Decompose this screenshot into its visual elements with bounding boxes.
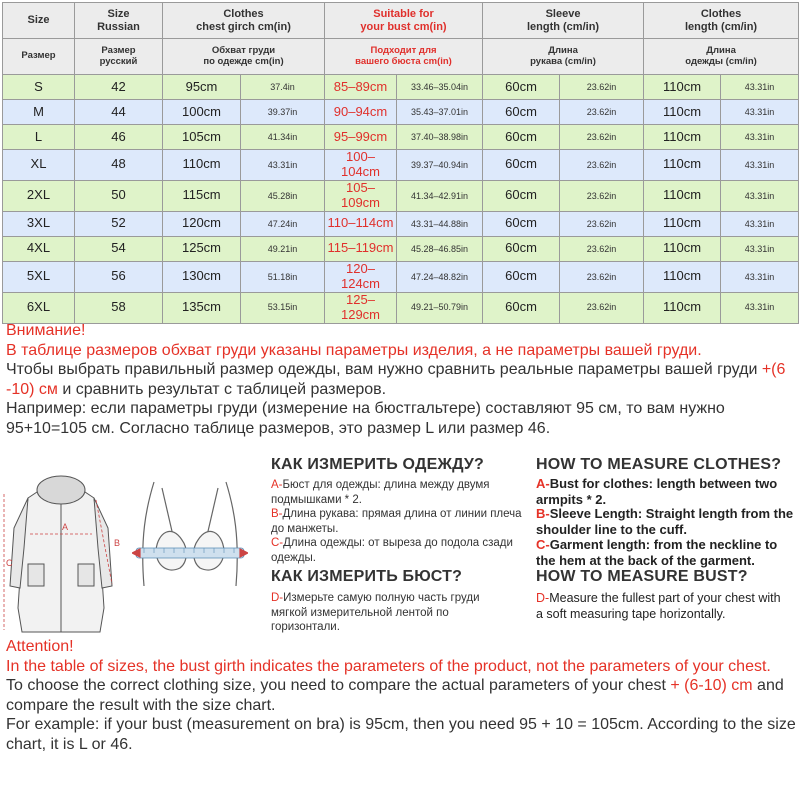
ru-notice-line2 (6, 360, 796, 399)
cell-sleeve-cm: 60cm (483, 236, 560, 261)
cell-sleeve-in: 23.62in (560, 100, 644, 125)
cell-length-cm: 110cm (644, 292, 721, 323)
size-row (3, 180, 799, 211)
cell-chest-in: 39.37in (241, 100, 325, 125)
cell-bust-cm: 115–119cm (325, 236, 397, 261)
cell-chest-in: 37.4in (241, 75, 325, 100)
cell-size: 2XL (3, 180, 75, 211)
cell-sleeve-in: 23.62in (560, 292, 644, 323)
size-row (3, 125, 799, 150)
cell-bust-in: 43.31–44.88in (397, 211, 483, 236)
header-row-ru (3, 39, 799, 75)
diagram-label-a: A (62, 522, 69, 532)
cell-size: 4XL (3, 236, 75, 261)
en-notice-line3: For example: if your bust (measurement on bra) is 95cm, then you need 95 + 10 = 105cm. According to the size chart, it is L or 46. (6, 716, 796, 753)
cell-length-in: 43.31in (721, 211, 799, 236)
cell-bust-cm: 100–104cm (325, 150, 397, 181)
en-measure-clothes-title: HOW TO MEASURE CLOTHES? (536, 456, 782, 473)
cell-ru: 56 (75, 261, 163, 292)
en-measure-c (536, 537, 798, 568)
cell-sleeve-cm: 60cm (483, 292, 560, 323)
en-measure-a-letter: A- (536, 476, 550, 491)
en-measure-b (536, 506, 798, 537)
diagram-label-c: C (6, 558, 13, 568)
diagram-label-b: B (114, 538, 121, 548)
ru-notice (6, 321, 796, 438)
cell-bust-in: 47.24–48.82in (397, 261, 483, 292)
cell-ru: 48 (75, 150, 163, 181)
cell-sleeve-in: 23.62in (560, 150, 644, 181)
cell-chest-cm: 100cm (163, 100, 241, 125)
cell-size: L (3, 125, 75, 150)
cell-ru: 42 (75, 75, 163, 100)
en-measure-c-letter: C- (536, 537, 550, 552)
ru-measure-d-text: Измерьте самую полную часть груди мягкой измерительной лентой по горизонтали. (271, 592, 480, 633)
cell-length-cm: 110cm (644, 100, 721, 125)
en-measure-d-letter: D- (536, 591, 550, 605)
cell-bust-cm: 110–114cm (325, 211, 397, 236)
header-bust-ru: Подходит для вашего бюста cm(in) (325, 39, 483, 75)
ru-measure-d-letter: D- (271, 592, 284, 604)
ru-measure-d (271, 591, 501, 635)
torso-outline-icon (143, 482, 238, 586)
header-row-en (3, 3, 799, 39)
cell-bust-in: 37.40–38.98in (397, 125, 483, 150)
ru-measure-b-letter: B- (271, 508, 283, 520)
cell-chest-cm: 110cm (163, 150, 241, 181)
cell-sleeve-cm: 60cm (483, 180, 560, 211)
cell-chest-cm: 130cm (163, 261, 241, 292)
ru-measure-c-text: Длина одежды: от выреза до подола сзади одежды. (271, 537, 513, 564)
size-row (3, 211, 799, 236)
cell-chest-in: 47.24in (241, 211, 325, 236)
header-sleeve-ru: Длина рукава (cm/in) (483, 39, 644, 75)
size-row (3, 75, 799, 100)
cell-size: S (3, 75, 75, 100)
ru-notice-line2-b: и сравнить результат с таблицей размеров. (57, 380, 387, 398)
ru-measure-a-letter: A- (271, 479, 283, 491)
header-bust: Suitable for your bust cm(in) (325, 3, 483, 39)
cell-ru: 58 (75, 292, 163, 323)
cell-sleeve-in: 23.62in (560, 75, 644, 100)
cell-chest-cm: 105cm (163, 125, 241, 150)
cell-bust-in: 39.37–40.94in (397, 150, 483, 181)
cell-length-in: 43.31in (721, 180, 799, 211)
size-row (3, 150, 799, 181)
cell-chest-cm: 125cm (163, 236, 241, 261)
ru-measure-clothes-title: КАК ИЗМЕРИТЬ ОДЕЖДУ? (271, 456, 485, 473)
coat-diagram (0, 468, 130, 636)
header-size-russian: Size Russian (75, 3, 163, 39)
en-measure-a-text: Bust for clothes: length between two armpits * 2. (536, 476, 778, 507)
en-measure-a (536, 476, 798, 507)
cell-length-cm: 110cm (644, 211, 721, 236)
fur-hood-icon (37, 476, 85, 504)
cell-size: 3XL (3, 211, 75, 236)
cell-bust-cm: 120–124cm (325, 261, 397, 292)
measure-section (0, 448, 800, 638)
cell-bust-in: 33.46–35.04in (397, 75, 483, 100)
cell-length-in: 43.31in (721, 125, 799, 150)
cell-length-in: 43.31in (721, 75, 799, 100)
ru-notice-line2-red: +(6 -10) см (6, 361, 786, 398)
ru-measure-b-text: Длина рукава: прямая длина от линии плеча до манжеты. (271, 508, 522, 535)
en-notice-line2-red: + (6-10) cm (670, 677, 753, 694)
header-size-russian-ru: Размер русский (75, 39, 163, 75)
cell-length-in: 43.31in (721, 261, 799, 292)
cell-length-cm: 110cm (644, 75, 721, 100)
en-measure-d (536, 591, 786, 622)
ru-measure-c-letter: C- (271, 537, 284, 549)
cell-length-in: 43.31in (721, 236, 799, 261)
cell-chest-in: 45.28in (241, 180, 325, 211)
ru-notice-red-line: В таблице размеров обхват груди указаны параметры изделия, а не параметры вашей груди. (6, 341, 702, 359)
cell-sleeve-cm: 60cm (483, 261, 560, 292)
size-row (3, 236, 799, 261)
cell-chest-cm: 115cm (163, 180, 241, 211)
en-notice-line2-b: and compare the result with the size chart. (6, 677, 784, 714)
cell-bust-in: 41.34–42.91in (397, 180, 483, 211)
cell-sleeve-in: 23.62in (560, 211, 644, 236)
header-length: Clothes length (cm/in) (644, 3, 799, 39)
ru-measure-b (271, 507, 529, 536)
cell-chest-cm: 135cm (163, 292, 241, 323)
cell-bust-in: 35.43–37.01in (397, 100, 483, 125)
en-notice-red-line: In the table of sizes, the bust girth indicates the parameters of the product, not the parameters of your chest. (6, 657, 771, 675)
en-measure-c-text: Garment length: from the neckline to the hem at the back of the garment. (536, 537, 778, 568)
cell-size: M (3, 100, 75, 125)
en-measure-b-text: Sleeve Length: Straight length from the shoulder line to the cuff. (536, 506, 794, 537)
cell-sleeve-cm: 60cm (483, 100, 560, 125)
cell-sleeve-in: 23.62in (560, 261, 644, 292)
cell-chest-cm: 120cm (163, 211, 241, 236)
cell-size: 6XL (3, 292, 75, 323)
cell-size: XL (3, 150, 75, 181)
cell-size: 5XL (3, 261, 75, 292)
cell-chest-in: 51.18in (241, 261, 325, 292)
cell-bust-in: 49.21–50.79in (397, 292, 483, 323)
cell-sleeve-in: 23.62in (560, 180, 644, 211)
header-size-ru: Размер (3, 39, 75, 75)
cell-ru: 50 (75, 180, 163, 211)
en-measure-b-letter: B- (536, 506, 550, 521)
cell-bust-cm: 90–94cm (325, 100, 397, 125)
ru-notice-line2-a: Чтобы выбрать правильный размер одежды, вам нужно сравнить реальные параметры вашей груди (6, 361, 762, 378)
header-length-ru: Длина одежды (cm/in) (644, 39, 799, 75)
ru-measure-bust-title: КАК ИЗМЕРИТЬ БЮСТ? (271, 568, 463, 585)
en-measure-d-text: Measure the fullest part of your chest with a soft measuring tape horizontally. (536, 591, 781, 621)
cell-length-cm: 110cm (644, 150, 721, 181)
en-notice-line2-a: To choose the correct clothing size, you need to compare the actual parameters of your chest (6, 677, 671, 694)
cell-length-in: 43.31in (721, 150, 799, 181)
cell-length-cm: 110cm (644, 125, 721, 150)
ru-measure-a-text: Бюст для одежды: длина между двумя подмышками * 2. (271, 479, 490, 506)
measuring-tape-icon (136, 548, 244, 558)
size-row (3, 292, 799, 323)
cell-chest-in: 43.31in (241, 150, 325, 181)
cell-length-cm: 110cm (644, 236, 721, 261)
cell-sleeve-cm: 60cm (483, 125, 560, 150)
cell-ru: 44 (75, 100, 163, 125)
en-notice-title: Attention! (6, 638, 74, 655)
cell-sleeve-cm: 60cm (483, 75, 560, 100)
header-size: Size (3, 3, 75, 39)
cell-length-in: 43.31in (721, 100, 799, 125)
ru-notice-line3: Например: если параметры груди (измерение на бюстгальтере) составляют 95 см, то вам нужно 95+10=105 см. Согласно таблице размеров, это размер L или размер 46. (6, 400, 725, 437)
cell-bust-cm: 105–109cm (325, 180, 397, 211)
cell-sleeve-cm: 60cm (483, 150, 560, 181)
cell-chest-in: 41.34in (241, 125, 325, 150)
size-table (2, 2, 799, 324)
cell-length-in: 43.31in (721, 292, 799, 323)
bra-diagram (132, 478, 248, 588)
cell-ru: 52 (75, 211, 163, 236)
ru-measure-a (271, 478, 529, 507)
cell-sleeve-in: 23.62in (560, 125, 644, 150)
cell-length-cm: 110cm (644, 261, 721, 292)
cell-length-cm: 110cm (644, 180, 721, 211)
cell-ru: 46 (75, 125, 163, 150)
header-chest-ru: Обхват груди по одежде cm(in) (163, 39, 325, 75)
size-row (3, 261, 799, 292)
en-measure-bust-title: HOW TO MEASURE BUST? (536, 568, 748, 585)
cell-chest-in: 49.21in (241, 236, 325, 261)
ru-notice-title: Внимание! (6, 322, 86, 339)
cell-sleeve-in: 23.62in (560, 236, 644, 261)
cell-chest-in: 53.15in (241, 292, 325, 323)
en-notice (6, 637, 796, 754)
cell-bust-in: 45.28–46.85in (397, 236, 483, 261)
cell-sleeve-cm: 60cm (483, 211, 560, 236)
en-notice-line2 (6, 676, 796, 715)
ru-measure-c (271, 536, 529, 565)
size-row (3, 100, 799, 125)
header-chest: Clothes chest girch cm(in) (163, 3, 325, 39)
header-sleeve: Sleeve length (cm/in) (483, 3, 644, 39)
cell-chest-cm: 95cm (163, 75, 241, 100)
cell-bust-cm: 95–99cm (325, 125, 397, 150)
cell-bust-cm: 125–129cm (325, 292, 397, 323)
cell-ru: 54 (75, 236, 163, 261)
cell-bust-cm: 85–89cm (325, 75, 397, 100)
